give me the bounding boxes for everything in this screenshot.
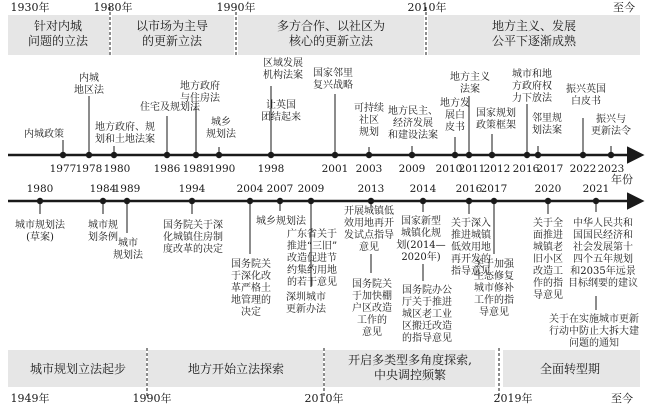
bottom-event-land-management: 国务院关于深化改革严格土地管理的决定	[231, 259, 271, 318]
top-dot-2023	[608, 152, 614, 158]
top-dot-1978	[86, 152, 92, 158]
top-event-inner-city-policy: 内城政策	[24, 129, 64, 140]
bottom-dot-2007	[277, 198, 283, 204]
top-dot-2017	[535, 152, 541, 158]
bottom-phase-2: 地方开始立法探索	[187, 362, 285, 376]
bottom-event-ecological-repair: 关于加强生态修复城市修补工作的指导意见	[474, 259, 514, 318]
top-year-2001: 2001	[321, 163, 349, 175]
top-year-1989: 1989	[182, 163, 210, 175]
bottom-dot-1989	[124, 198, 130, 204]
top-year-labels	[50, 163, 625, 175]
top-bound-now: 至今	[613, 1, 635, 14]
top-event-sustainable-communities: 可持续社区规划	[354, 103, 384, 138]
bottom-event-low-efficiency-pilot: 开展城镇低效用地再开发试点指导意见	[344, 206, 394, 253]
bottom-phase-1: 城市规划立法起步	[29, 362, 127, 376]
bottom-bound-2010: 2010年	[304, 392, 344, 405]
top-event-ldedc-act: 地方民主、经济发展和建设法案	[388, 106, 438, 141]
bottom-year-1984: 1984	[89, 183, 117, 195]
top-bound-labels	[11, 0, 636, 14]
top-dot-1977	[60, 152, 66, 158]
top-dot-1990	[216, 152, 222, 158]
top-event-rda-act: 区域发展机构法案	[263, 58, 303, 81]
top-phase-4: 地方主义、发展公平下逐渐成熟	[491, 19, 577, 48]
bottom-dot-2014	[420, 198, 426, 204]
top-dot-1989	[193, 152, 199, 158]
bottom-event-no-large-demolition: 关于在实施城市更新行动中防止大拆大建问题的通知	[549, 314, 639, 349]
bottom-event-deepen-low-efficiency: 关于深入推进城镇低效用地再开发的指导意见	[451, 218, 491, 277]
bottom-event-new-urbanization-plan: 国家新型城镇化规划(2014— 2020年)	[396, 216, 446, 263]
bottom-dot-2004	[247, 198, 253, 204]
top-event-neighbourhood-planning-act: 邻里规划法案	[532, 113, 562, 136]
bottom-dot-2016	[466, 198, 472, 204]
bottom-year-1989: 1989	[113, 183, 141, 195]
top-dot-2001	[332, 152, 338, 158]
top-event-devolution-act: 城市和地方政府权力下放法	[512, 69, 552, 104]
top-dot-2012	[489, 152, 495, 158]
axis-label-year: 年份	[611, 173, 633, 186]
top-dot-1986	[164, 152, 170, 158]
top-year-2010: 2010	[435, 163, 463, 175]
bottom-event-urban-planning-act: 城市规划法	[113, 238, 143, 261]
bottom-dot-1984	[100, 198, 106, 204]
bottom-dot-2021	[593, 198, 599, 204]
bottom-event-labels	[15, 204, 639, 349]
bottom-dot-2020	[545, 198, 551, 204]
bottom-bound-now: 至今	[611, 392, 633, 405]
top-event-local-growth-wp: 地方发展白皮书	[440, 98, 470, 133]
top-dot-2016	[524, 152, 530, 158]
top-dot-1980	[111, 152, 117, 158]
top-phase-1: 针对内城问题的立法	[27, 19, 89, 48]
bottom-dot-2009	[308, 198, 314, 204]
top-dot-1998	[268, 152, 274, 158]
top-bound-1990: 1990年	[216, 1, 256, 14]
top-event-lura: 振兴与更新法令	[591, 114, 631, 137]
top-event-bringing-together: 让英国团结起来	[261, 100, 301, 123]
bottom-year-2021: 2021	[582, 183, 610, 195]
bottom-event-shantytown: 国务院关于加快棚户区改造工作的意见	[352, 279, 392, 338]
bottom-event-14th-five-year: 中华人民共和国国民经济和社会发展第十四个五年规划和2035年远景目标纲要的建议	[568, 218, 638, 289]
bottom-event-shenzhen-renewal: 深圳城市更新办法	[286, 292, 326, 315]
top-event-labels	[24, 56, 631, 145]
bottom-bound-1949: 1949年	[10, 392, 50, 405]
top-year-2017: 2017	[536, 163, 564, 175]
top-year-2003: 2003	[355, 163, 383, 175]
top-event-housing-planning: 住宅及规划法	[140, 102, 200, 113]
bottom-event-old-communities: 关于全面推进城镇老旧小区改造工作的指导意见	[533, 218, 563, 301]
top-bound-1930: 1930年	[10, 1, 50, 14]
top-year-2011: 2011	[458, 163, 486, 175]
top-year-1978: 1978	[75, 163, 103, 175]
top-event-town-country-act: 城乡规划法	[206, 117, 236, 140]
bottom-year-2014: 2014	[409, 183, 437, 195]
top-year-2022: 2022	[569, 163, 597, 175]
top-dot-2003	[366, 152, 372, 158]
top-event-lg-housing-act: 地方政府与住房法	[180, 81, 220, 104]
top-dot-2022	[580, 152, 586, 158]
top-dot-2010	[452, 152, 458, 158]
bottom-year-1994: 1994	[178, 183, 206, 195]
top-year-1986: 1986	[153, 163, 181, 175]
top-year-2012: 2012	[483, 163, 511, 175]
top-year-1990: 1990	[208, 163, 236, 175]
bottom-dot-2013	[368, 198, 374, 204]
bottom-event-housing-reform: 国务院关于深化城镇住房制度改革的决定	[163, 220, 223, 255]
top-event-localism-act: 地方主义法案	[450, 72, 490, 95]
top-year-1977: 1977	[49, 163, 77, 175]
bottom-event-guangdong-sanjiu: 广东省关于推进“三旧”改造促进节约集约用地的若干意见	[286, 229, 338, 288]
bottom-year-2020: 2020	[534, 183, 562, 195]
top-event-inner-urban-areas: 内城地区法	[74, 73, 104, 96]
top-year-2023: 2023	[597, 163, 625, 175]
bottom-bound-labels	[11, 391, 634, 405]
bottom-phase-3: 开启多类型多角度探索,中央调控频繁	[348, 353, 472, 382]
bottom-year-2009: 2009	[297, 183, 325, 195]
top-year-1980: 1980	[103, 163, 131, 175]
top-bound-1980: 1980年	[93, 1, 133, 14]
top-event-nppf: 国家规划政策框架	[476, 108, 516, 131]
bottom-dot-1980	[37, 198, 43, 204]
bottom-event-old-industrial-areas: 国务院办公厅关于推进城区老工业区搬迁改造的指导意见	[402, 285, 452, 344]
bottom-dot-2017	[491, 198, 497, 204]
bottom-year-labels	[27, 183, 610, 195]
bottom-event-urban-rural-planning: 城乡规划法	[256, 216, 306, 227]
top-dot-2009	[409, 152, 415, 158]
bottom-dot-1994	[189, 198, 195, 204]
top-year-2016: 2016	[512, 163, 540, 175]
bottom-bound-1990: 1990年	[132, 392, 172, 405]
bottom-year-2004: 2004	[236, 183, 264, 195]
bottom-year-2017: 2017	[480, 183, 508, 195]
top-event-neighbourhood-renewal: 国家邻里复兴战略	[313, 68, 353, 91]
bottom-event-planning-regulation: 城市规划条例	[88, 220, 118, 243]
top-year-2009: 2009	[398, 163, 426, 175]
top-event-levelling-up-wp: 振兴英国白皮书	[566, 84, 606, 107]
top-event-lgpl-act: 地方政府、规划和土地法案	[95, 122, 155, 145]
top-phase-3: 多方合作、以社区为核心的更新立法	[276, 19, 386, 48]
bottom-phase-4: 全面转型期	[539, 362, 601, 376]
bottom-year-1980: 1980	[26, 183, 54, 195]
top-bound-2010: 2010年	[407, 1, 447, 14]
bottom-event-urban-planning-draft: 城市规划法(草案)	[15, 220, 65, 243]
top-phase-2: 以市场为主导的更新立法	[135, 19, 209, 48]
bottom-year-2016: 2016	[455, 183, 483, 195]
bottom-year-2007: 2007	[266, 183, 294, 195]
bottom-bound-2019: 2019年	[493, 392, 533, 405]
top-year-1998: 1998	[257, 163, 285, 175]
bottom-year-2013: 2013	[357, 183, 385, 195]
top-dot-2011	[466, 152, 472, 158]
